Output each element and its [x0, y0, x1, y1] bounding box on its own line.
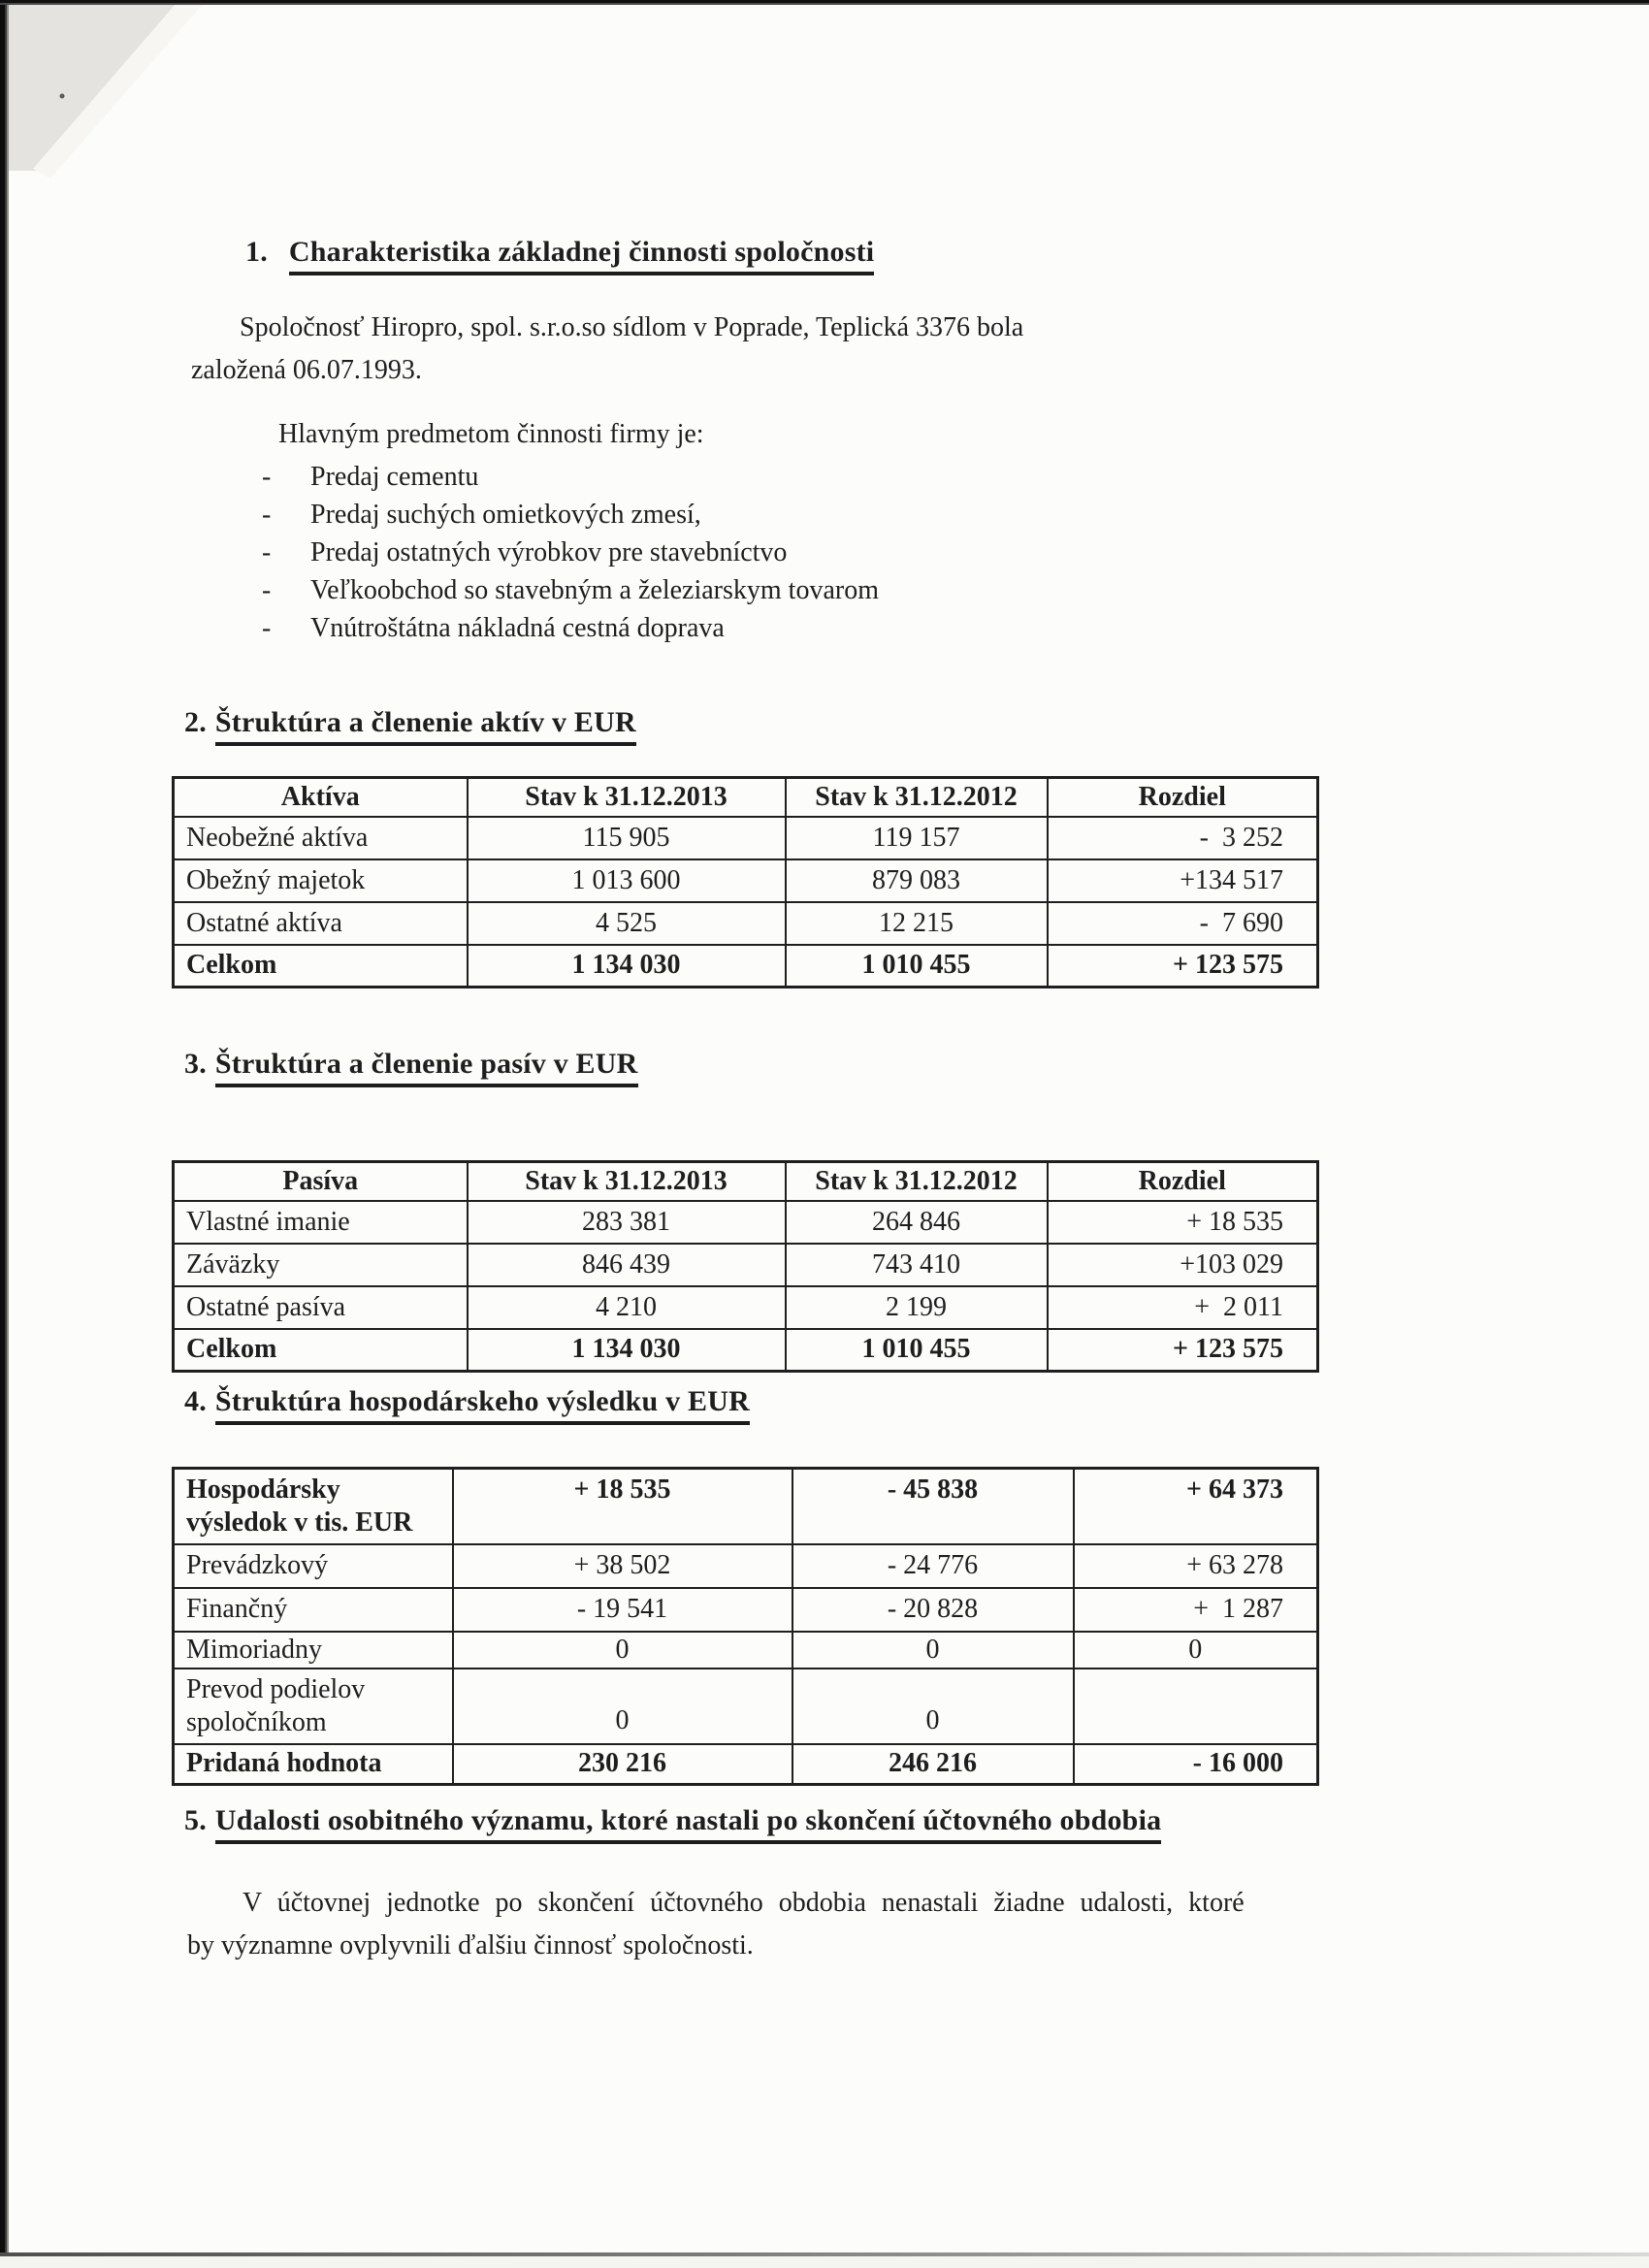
- activities-list: [262, 458, 879, 647]
- value-2013: + 38 502: [453, 1544, 792, 1588]
- scanner-edge-top: [0, 0, 1649, 5]
- row-label: Prevod podielov spoločníkom: [174, 1669, 453, 1744]
- section5-heading: [184, 1804, 1161, 1837]
- list-item-text: Predaj ostatných výrobkov pre stavebníctvo: [310, 537, 788, 567]
- list-item: [262, 571, 879, 609]
- value-2012: 246 216: [792, 1744, 1074, 1785]
- value-2012: 119 157: [786, 817, 1048, 859]
- value-diff: [1074, 1669, 1318, 1744]
- column-header: Rozdiel: [1048, 1162, 1318, 1201]
- value-2012: 1 010 455: [786, 945, 1048, 988]
- table-header-row: [174, 1469, 1318, 1544]
- closing-line-1: V účtovnej jednotke po skončení účtovného obdobia nenastali žiadne udalosti, ktoré: [242, 1888, 1245, 1918]
- section3-number: 3.: [184, 1048, 207, 1080]
- value-diff: + 18 535: [1048, 1201, 1318, 1244]
- folded-corner-artifact: [0, 0, 233, 204]
- value-2012: 12 215: [786, 902, 1048, 945]
- table-header-row: [174, 1162, 1318, 1201]
- bullet-dash: -: [262, 537, 272, 567]
- value-2012: 1 010 455: [786, 1329, 1048, 1372]
- value-2013: 1 013 600: [468, 859, 786, 902]
- pasiva-table: [172, 1160, 1319, 1373]
- value-diff: + 123 575: [1048, 1329, 1318, 1372]
- table-row: [174, 859, 1318, 902]
- value-2013: 1 134 030: [468, 1329, 786, 1372]
- section1-heading: [245, 236, 874, 269]
- table-total-row: [174, 1329, 1318, 1372]
- value-2012: 2 199: [786, 1286, 1048, 1329]
- value-2013: 4 210: [468, 1286, 786, 1329]
- bullet-dash: -: [262, 575, 272, 605]
- row-label: Mimoriadny: [174, 1632, 453, 1669]
- value-2012: - 45 838: [792, 1469, 1074, 1544]
- bullet-dash: -: [262, 613, 272, 643]
- value-2013: 1 134 030: [468, 945, 786, 988]
- table-header-row: [174, 778, 1318, 817]
- value-2013: 0: [453, 1669, 792, 1744]
- column-header: Stav k 31.12.2013: [468, 778, 786, 817]
- row-label: Záväzky: [174, 1244, 468, 1286]
- column-header: Stav k 31.12.2013: [468, 1162, 786, 1201]
- list-item-text: Predaj suchých omietkových zmesí,: [310, 500, 701, 530]
- column-header: Aktíva: [174, 778, 468, 817]
- value-diff: - 7 690: [1048, 902, 1318, 945]
- row-label: Vlastné imanie: [174, 1201, 468, 1244]
- intro-line-2: založená 06.07.1993.: [191, 355, 422, 385]
- closing-paragraph: [187, 1882, 1458, 1967]
- section1-number: 1.: [245, 236, 268, 268]
- value-diff: 0: [1074, 1632, 1318, 1669]
- value-diff: + 1 287: [1074, 1588, 1318, 1632]
- table-row: [174, 1286, 1318, 1329]
- value-diff: +103 029: [1048, 1244, 1318, 1286]
- table-row: [174, 1632, 1318, 1669]
- section4-number: 4.: [184, 1385, 207, 1417]
- intro-line-1: Spoločnosť Hiropro, spol. s.r.o.so sídlom v Poprade, Teplická 3376 bola: [240, 312, 1024, 342]
- row-label: Prevádzkový: [174, 1544, 453, 1588]
- list-item-text: Veľkoobchod so stavebným a železiarskym tovarom: [310, 575, 879, 605]
- value-2013: + 18 535: [453, 1469, 792, 1544]
- row-label: Finančný: [174, 1588, 453, 1632]
- value-2012: - 20 828: [792, 1588, 1074, 1632]
- list-item: [262, 609, 879, 647]
- section1-title: Charakteristika základnej činnosti spoločnosti: [289, 236, 874, 275]
- value-2012: 0: [792, 1669, 1074, 1744]
- value-2012: 743 410: [786, 1244, 1048, 1286]
- section5-number: 5.: [184, 1804, 207, 1836]
- value-2013: - 19 541: [453, 1588, 792, 1632]
- aktiva-table: [172, 776, 1319, 988]
- column-header: Rozdiel: [1048, 778, 1318, 817]
- list-item: [262, 496, 879, 534]
- value-diff: - 3 252: [1048, 817, 1318, 859]
- table-row: [174, 817, 1318, 859]
- value-2013: 846 439: [468, 1244, 786, 1286]
- row-label: Ostatné pasíva: [174, 1286, 468, 1329]
- section4-heading: [184, 1385, 750, 1418]
- section3-heading: [184, 1048, 638, 1081]
- value-diff: +134 517: [1048, 859, 1318, 902]
- row-label: Ostatné aktíva: [174, 902, 468, 945]
- row-label: Obežný majetok: [174, 859, 468, 902]
- column-header: Stav k 31.12.2012: [786, 778, 1048, 817]
- value-diff: + 64 373: [1074, 1469, 1318, 1544]
- row-label: Celkom: [174, 1329, 468, 1372]
- row-label: Celkom: [174, 945, 468, 988]
- table-row: [174, 1588, 1318, 1632]
- table-row: [174, 1244, 1318, 1286]
- value-2013: 230 216: [453, 1744, 792, 1785]
- value-2013: 283 381: [468, 1201, 786, 1244]
- table-total-row: [174, 1744, 1318, 1785]
- row-label: Hospodársky výsledok v tis. EUR: [174, 1469, 453, 1544]
- list-item-text: Predaj cementu: [310, 462, 479, 492]
- row-label: Neobežné aktíva: [174, 817, 468, 859]
- value-2013: 4 525: [468, 902, 786, 945]
- vysledok-table: [172, 1467, 1319, 1786]
- list-item: [262, 534, 879, 571]
- value-diff: + 123 575: [1048, 945, 1318, 988]
- value-2013: 0: [453, 1632, 792, 1669]
- scanner-edge-below: [0, 2256, 1649, 2268]
- value-diff: + 2 011: [1048, 1286, 1318, 1329]
- value-2012: 0: [792, 1632, 1074, 1669]
- closing-line-2: by významne ovplyvnili ďalšiu činnosť spoločnosti.: [187, 1930, 754, 1960]
- table-total-row: [174, 945, 1318, 988]
- value-2012: 879 083: [786, 859, 1048, 902]
- column-header: Stav k 31.12.2012: [786, 1162, 1048, 1201]
- value-diff: + 63 278: [1074, 1544, 1318, 1588]
- table-row: [174, 902, 1318, 945]
- table-row: [174, 1201, 1318, 1244]
- section4-title: Štruktúra hospodárskeho výsledku v EUR: [215, 1385, 750, 1425]
- bullet-dash: -: [262, 462, 272, 492]
- table-row: [174, 1669, 1318, 1744]
- row-label: Pridaná hodnota: [174, 1744, 453, 1785]
- value-diff: - 16 000: [1074, 1744, 1318, 1785]
- section2-number: 2.: [184, 706, 207, 738]
- column-header: Pasíva: [174, 1162, 468, 1201]
- section2-title: Štruktúra a členenie aktív v EUR: [215, 706, 636, 746]
- section2-heading: [184, 706, 636, 739]
- list-item: [262, 458, 879, 496]
- activities-lead: Hlavným predmetom činnosti firmy je:: [278, 419, 704, 449]
- value-2012: 264 846: [786, 1201, 1048, 1244]
- scanner-edge-left: [0, 0, 9, 2268]
- value-2012: - 24 776: [792, 1544, 1074, 1588]
- list-item-text: Vnútroštátna nákladná cestná doprava: [310, 613, 725, 643]
- bullet-dash: -: [262, 500, 272, 530]
- table-row: [174, 1544, 1318, 1588]
- value-2013: 115 905: [468, 817, 786, 859]
- section5-title: Udalosti osobitného významu, ktoré nastali po skončení účtovného obdobia: [215, 1804, 1161, 1844]
- section3-title: Štruktúra a členenie pasív v EUR: [215, 1048, 638, 1087]
